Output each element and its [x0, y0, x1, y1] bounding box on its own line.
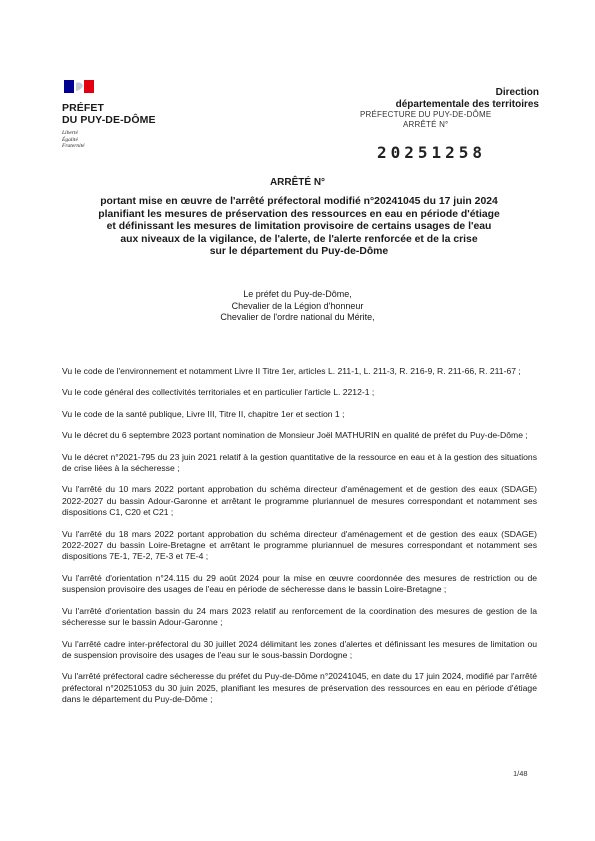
direction-label: Direction: [495, 87, 539, 98]
visa-paragraph: Vu le décret n°2021-795 du 23 juin 2021 relatif à la gestion quantitative de la ressource en eau et à la gestion des situations de crise liées à la sécheresse ;: [62, 451, 537, 474]
visa-paragraph: Vu l'arrêté du 10 mars 2022 portant approbation du schéma directeur d'aménagement et de gestion des eaux (SDAGE) 2022-2027 du bassin Adour-Garonne et arrêtant le programme pluriannuel de mesures correspondant et notamment ses dispositions C1, C20 et C21 ;: [62, 484, 537, 518]
prefect-merit: Chevalier de l'ordre national du Mérite,: [220, 312, 375, 323]
prefect-titles: [0, 289, 595, 324]
subject-line: portant mise en œuvre de l'arrêté préfectoral modifié n°20241045 du 17 juin 2024: [100, 196, 498, 207]
stamp-arrete: ARRÊTÉ N°: [403, 119, 449, 129]
visa-paragraph: Vu le décret du 6 septembre 2023 portant nomination de Monsieur Joël MATHURIN en qualité de préfet du Puy-de-Dôme ;: [62, 430, 528, 441]
visa-paragraph: Vu l'arrêté du 18 mars 2022 portant approbation du schéma directeur d'aménagement et de gestion des eaux (SDAGE) 2022-2027 du bassin Loire-Bretagne et arrêtant le programme pluriannuel de mesures correspondant et notamment ses dispositions 7E-1, 7E-2, 7E-3 et 7E-4 ;: [62, 528, 537, 562]
page-number: 1/48: [513, 769, 528, 778]
motto-egalite: Égalité: [62, 136, 78, 143]
visa-paragraph: Vu le code de la santé publique, Livre III, Titre II, chapitre 1er et section 1 ;: [62, 408, 345, 419]
prefect-name: Le préfet du Puy-de-Dôme,: [243, 289, 352, 299]
stamp-prefecture: PRÉFECTURE DU PUY-DE-DÔME: [360, 110, 492, 119]
motto-liberte: Liberté: [62, 130, 78, 136]
prefecture-stamp: [360, 110, 491, 129]
visa-paragraph: Vu l'arrêté d'orientation bassin du 24 mars 2023 relatif au renforcement de la coordination des mesures de gestion de la sécheresse sur le bassin Adour-Garonne ;: [62, 605, 537, 628]
republic-motto: [62, 130, 182, 150]
visa-paragraph: Vu l'arrêté d'orientation n°24.115 du 29 août 2024 pour la mise en œuvre coordonnée des mesures de restriction ou de suspension provisoire des usages de l'eau en période de sécheresse dans le bassin Loire-Bretagne ;: [62, 572, 537, 595]
visas-list: [62, 366, 537, 706]
visa-paragraph: Vu l'arrêté préfectoral cadre sécheresse du préfet du Puy-de-Dôme n°20241045, en date du 17 juin 2024, modifié par l'arrêté préfectoral n°20251053 du 30 juin 2025, planifiant les mesures de préservation des ressources en eau en période d'étiage dans le département du Puy-de-Dôme ;: [62, 671, 537, 705]
visa-paragraph: Vu l'arrêté cadre inter-préfectoral du 30 juillet 2024 délimitant les zones d'alertes et définissant les mesures de limitation ou de suspension provisoire des usages de l'eau sur le sous-bassin Dordogne ;: [62, 638, 537, 660]
prefecture-logo: [62, 80, 182, 150]
marianne-flag-icon: [64, 80, 94, 93]
logo-department: DU PUY-DE-DÔME: [62, 114, 156, 126]
subject-line: et définissant les mesures de limitation provisoire de certains usages de l'eau: [106, 221, 492, 233]
subject-line: aux niveaux de la vigilance, de l'alerte, de l'alerte renforcée et de la crise: [120, 233, 478, 245]
subject-line: sur le département du Puy-de-Dôme: [209, 246, 389, 258]
stamp-number: 20251258: [377, 143, 487, 162]
subject-line: planifiant les mesures de préservation des ressources en eau en période d'étiage: [98, 208, 500, 220]
prefect-honor: Chevalier de la Légion d'honneur: [231, 300, 364, 311]
visa-paragraph: Vu le code général des collectivités territoriales et en particulier l'article L. 2212-1 ;: [62, 387, 375, 398]
logo-prefet: PRÉFET: [62, 102, 105, 114]
motto-fraternite: Fraternité: [62, 143, 85, 149]
arrete-heading: ARRÊTÉ N°: [269, 177, 326, 188]
arrete-subject: [60, 196, 538, 259]
visa-paragraph: Vu le code de l'environnement et notamment Livre II Titre 1er, articles L. 211-1, L. 211-3, R. 216-9, R. 211-66, R. 211-67 ;: [62, 366, 521, 376]
direction-name: départementale des territoires: [395, 99, 539, 110]
direction-header: [396, 87, 539, 111]
